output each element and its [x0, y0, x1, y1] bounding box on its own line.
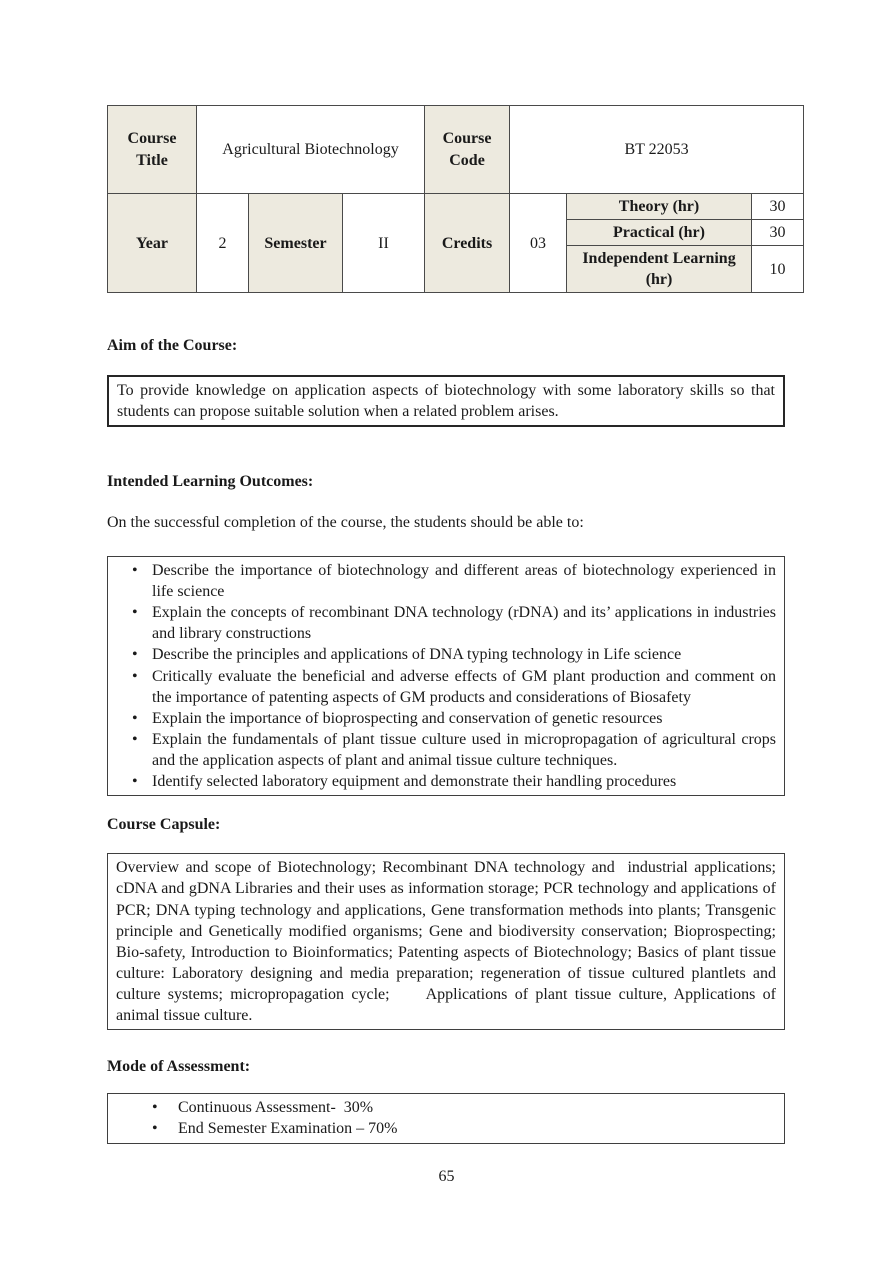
aim-text: To provide knowledge on application aspects of biotechnology with some laboratory skills so that students can propose suitable solution when a related problem arises.: [117, 381, 775, 420]
ilo-bullet-list: [116, 560, 776, 792]
credits-value-cell: 03: [510, 194, 567, 293]
assessment-bullet-item: • Continuous Assessment- 30%: [116, 1097, 776, 1118]
course-title-value-cell: Agricultural Biotechnology: [197, 106, 425, 194]
ilo-bullet-item: • Identify selected laboratory equipment and demonstrate their handling procedures: [116, 771, 776, 792]
independent-learning-label-cell: Independent Learning (hr): [567, 246, 752, 293]
ilo-bullet-item: • Describe the importance of biotechnology and different areas of biotechnology experienced in life science: [116, 560, 776, 602]
ilo-intro-text: On the successful completion of the course, the students should be able to:: [107, 513, 584, 531]
semester-value-cell: II: [343, 194, 425, 293]
ilo-heading: Intended Learning Outcomes:: [107, 472, 314, 490]
ilo-bullet-item: • Critically evaluate the beneficial and adverse effects of GM plant production and comment on the importance of patenting aspects of GM products and considerations of Biosafety: [116, 666, 776, 708]
independent-learning-value-cell: 10: [752, 246, 804, 293]
assessment-heading: Mode of Assessment:: [107, 1058, 251, 1076]
ilo-bullet-item: • Describe the principles and applications of DNA typing technology in Life science: [116, 644, 776, 665]
practical-hours-value-cell: 30: [752, 220, 804, 246]
course-code-label-cell: Course Code: [425, 106, 510, 194]
assessment-bullet-list: [116, 1097, 776, 1139]
aim-box: [107, 375, 785, 427]
credits-label-cell: Credits: [425, 194, 510, 293]
course-code-value-cell: BT 22053: [510, 106, 804, 194]
capsule-box: [107, 853, 785, 1030]
course-title-label-cell: Course Title: [108, 106, 197, 194]
ilo-bullet-item: • Explain the fundamentals of plant tissue culture used in micropropagation of agricultural crops and the application aspects of plant and animal tissue culture techniques.: [116, 729, 776, 771]
ilo-box: [107, 556, 785, 796]
year-value-cell: 2: [197, 194, 249, 293]
capsule-text: Overview and scope of Biotechnology; Recombinant DNA technology and industrial applications; cDNA and gDNA Libraries and their uses as information storage; PCR technology and applications of PCR; DNA typing technology and applications, Gene transformation methods into plants; Transgenic principle and Genetically modified organisms; Gene and biodiversity conservation; Bioprospecting; Bio-safety, Introduction to Bioinformatics; Patenting aspects of Biotechnology; Basics of plant tissue culture: Laboratory designing and media preparation; regeneration of tissue cultured plantlets and culture systems; micropropagation cycle; Applications of plant tissue culture, Applications of animal tissue culture.: [116, 859, 776, 1025]
aim-heading: Aim of the Course:: [107, 337, 238, 355]
semester-label-cell: Semester: [249, 194, 343, 293]
ilo-bullet-item: • Explain the importance of bioprospecting and conservation of genetic resources: [116, 708, 776, 729]
capsule-heading: Course Capsule:: [107, 816, 221, 834]
assessment-bullet-item: • End Semester Examination – 70%: [116, 1118, 776, 1139]
theory-hours-value-cell: 30: [752, 194, 804, 220]
assessment-box: [107, 1093, 785, 1143]
ilo-bullet-item: • Explain the concepts of recombinant DNA technology (rDNA) and its’ applications in industries and library constructions: [116, 602, 776, 644]
course-info-table: [107, 105, 804, 293]
page-number: 65: [438, 1168, 455, 1185]
practical-hours-label-cell: Practical (hr): [567, 220, 752, 246]
theory-hours-label-cell: Theory (hr): [567, 194, 752, 220]
year-label-cell: Year: [108, 194, 197, 293]
page-content: [107, 105, 807, 1144]
